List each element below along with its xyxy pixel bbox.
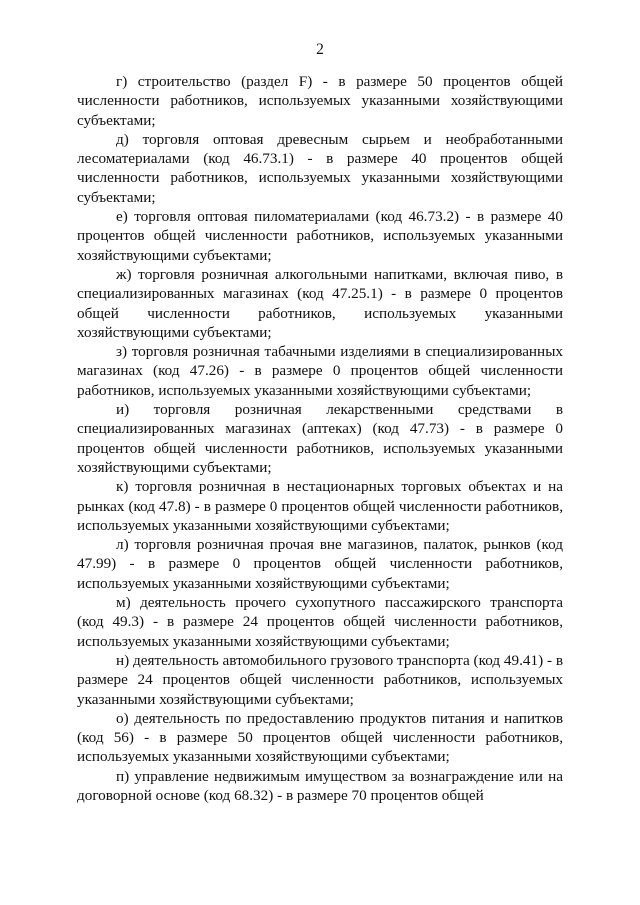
paragraph-z: з) торговля розничная табачными изделиями в специализированных магазинах (код 47.26) - в размере 0 процентов общей численности работников, используемых указанными хозяйствующими субъектами;	[77, 343, 563, 399]
paragraph-i: и) торговля розничная лекарственными средствами в специализированных магазинах (аптеках) (код 47.73) - в размере 0 процентов общей численности работников, используемых указанными хозяйствующими субъектами;	[77, 401, 563, 476]
page-number: 2	[316, 41, 324, 58]
paragraph-o: о) деятельность по предоставлению продуктов питания и напитков (код 56) - в размере 50 процентов общей численности работников, используемых указанными хозяйствующими субъектами;	[77, 709, 563, 766]
paragraph-zh: ж) торговля розничная алкогольными напитками, включая пиво, в специализированных магазинах (код 47.25.1) - в размере 0 процентов общей численности работников, используемых указанными хозяйствующими субъектами;	[77, 265, 563, 341]
paragraph-n: н) деятельность автомобильного грузового транспорта (код 49.41) - в размере 24 процентов общей численности работников, используемых указанными хозяйствующими субъектами;	[77, 651, 563, 708]
paragraph-m: м) деятельность прочего сухопутного пассажирского транспорта (код 49.3) - в размере 24 процентов общей численности работников, используемых указанными хозяйствующими субъектами;	[77, 594, 563, 650]
paragraph-e: е) торговля оптовая пиломатериалами (код 46.73.2) - в размере 40 процентов общей численности работников, используемых указанными хозяйствующими субъектами;	[77, 208, 563, 264]
paragraph-g: г) строительство (раздел F) - в размере 50 процентов общей численности работников, используемых указанными хозяйствующими субъектами;	[77, 73, 563, 129]
document-body	[77, 72, 563, 805]
paragraph-k: к) торговля розничная в нестационарных торговых объектах и на рынках (код 47.8) - в размере 0 процентов общей численности работников, используемых указанными хозяйствующими субъектами;	[77, 478, 563, 534]
paragraph-d: д) торговля оптовая древесным сырьем и необработанными лесоматериалами (код 46.73.1) - в размере 40 процентов общей численности работников, используемых указанными хозяйствующими субъектами;	[77, 130, 563, 206]
paragraph-p: п) управление недвижимым имуществом за вознаграждение или на договорной основе (код 68.32) - в размере 70 процентов общей	[77, 767, 563, 804]
paragraph-l: л) торговля розничная прочая вне магазинов, палаток, рынков (код 47.99) - в размере 0 процентов общей численности работников, используемых указанными хозяйствующими субъектами;	[77, 536, 563, 592]
